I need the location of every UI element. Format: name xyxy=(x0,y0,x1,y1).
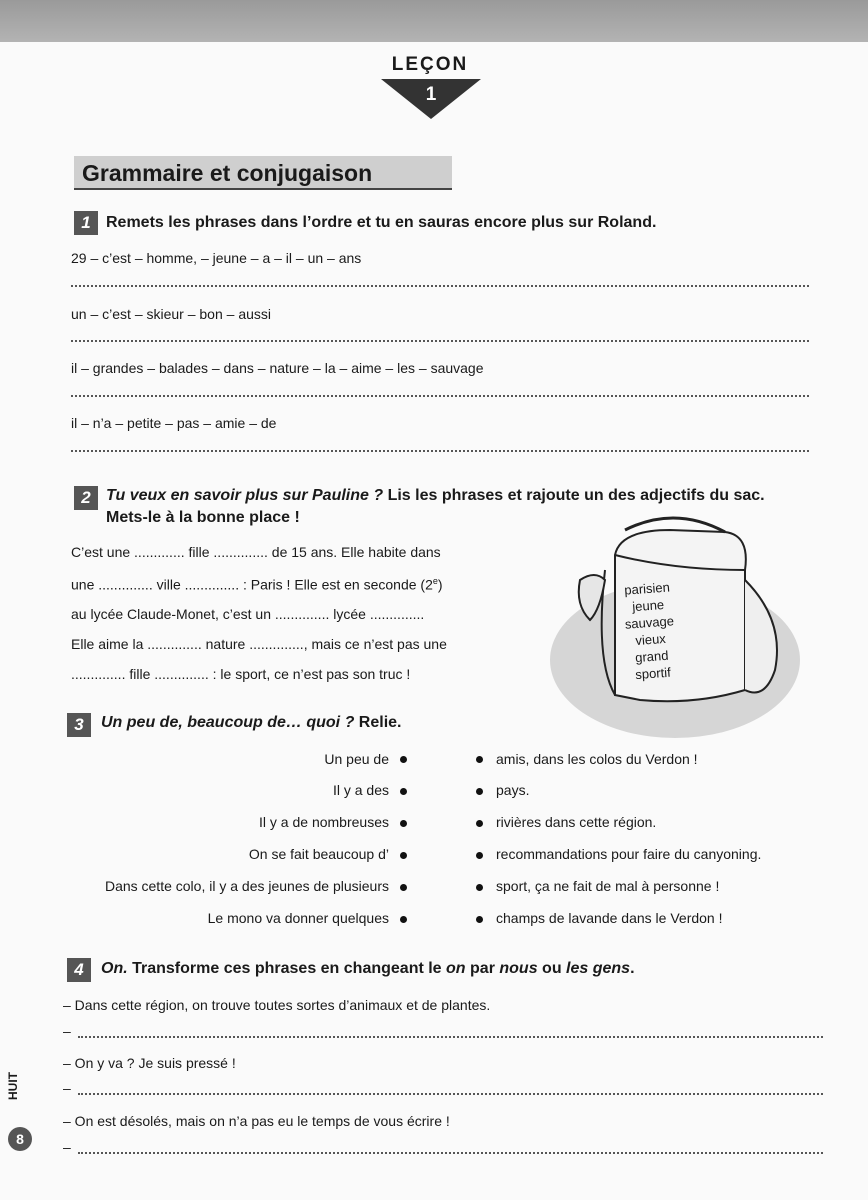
blank[interactable]: .............. xyxy=(274,606,330,622)
blank[interactable]: .............. xyxy=(147,636,202,652)
match-dot-left[interactable] xyxy=(400,820,407,827)
match-left-3: Il y a de nombreuses xyxy=(259,814,389,830)
match-dot-left[interactable] xyxy=(400,756,407,763)
ex1-answer-line-3[interactable] xyxy=(71,395,809,397)
bag-word: sauvage xyxy=(624,613,675,632)
ex1-item-2: un – c’est – skieur – bon – aussi xyxy=(71,306,272,322)
bag-word: grand xyxy=(634,647,669,666)
text: une xyxy=(71,576,99,593)
ex4-answer-line-1[interactable] xyxy=(78,1036,823,1038)
text: C’est une xyxy=(71,544,135,560)
superscript: e xyxy=(432,576,438,586)
match-left-6: Le mono va donner quelques xyxy=(207,910,389,926)
lesson-number: 1 xyxy=(425,84,437,105)
ex4-item-2: – On y va ? Je suis pressé ! xyxy=(63,1055,236,1071)
bag-adjectives xyxy=(597,577,704,686)
ex4-dash: – xyxy=(63,1023,71,1039)
text: Elle aime la xyxy=(71,636,148,652)
ex2-title-italic: Tu veux en savoir plus sur Pauline ? xyxy=(106,487,384,504)
match-dot-left[interactable] xyxy=(400,852,407,859)
page-number: 8 xyxy=(8,1127,32,1151)
match-dot-right[interactable] xyxy=(476,756,483,763)
ex2-line-2 xyxy=(71,576,443,593)
ex1-answer-line-2[interactable] xyxy=(71,340,809,342)
title-part: on xyxy=(446,960,466,977)
match-left-5: Dans cette colo, il y a des jeunes de plusieurs xyxy=(104,878,389,894)
ex4-number: 4 xyxy=(67,958,91,982)
ex4-item-3: – On est désolés, mais on n’a pas eu le temps de vous écrire ! xyxy=(63,1113,450,1129)
title-part: nous xyxy=(499,960,538,977)
ex2-title-line2: Mets-le à la bonne place ! xyxy=(106,509,300,526)
blank[interactable]: .............. xyxy=(369,606,425,622)
ex2-line-4 xyxy=(71,636,447,652)
ex2-title-rest: Lis les phrases et rajoute un des adjectifs du sac. xyxy=(383,487,765,504)
text: , mais ce n’est pas une xyxy=(303,636,447,652)
bag-word: vieux xyxy=(634,630,667,649)
match-right-2: pays. xyxy=(496,782,530,798)
match-right-6: champs de lavande dans le Verdon ! xyxy=(496,910,723,926)
text: : Paris ! Elle est en seconde (2 xyxy=(239,576,433,593)
ex4-answer-line-3[interactable] xyxy=(78,1152,823,1154)
ex3-title xyxy=(101,712,401,734)
match-right-4: recommandations pour faire du canyoning. xyxy=(496,846,762,862)
text: ) xyxy=(437,576,443,593)
text: fille xyxy=(125,666,155,682)
ex2-line-1 xyxy=(71,544,441,560)
blank[interactable]: .............. xyxy=(184,576,240,593)
section-title: Grammaire et conjugaison xyxy=(74,156,452,190)
match-dot-left[interactable] xyxy=(400,884,407,891)
ex1-item-4: il – n’a – petite – pas – amie – de xyxy=(71,415,277,431)
page-word: HUIT xyxy=(6,1072,20,1100)
match-dot-right[interactable] xyxy=(476,788,483,795)
title-part: . xyxy=(630,960,635,977)
ex3-title-rest: Relie. xyxy=(354,714,402,731)
blank[interactable]: ............. xyxy=(134,544,185,560)
match-right-3: rivières dans cette région. xyxy=(496,814,657,830)
lesson-label: LEÇON xyxy=(391,54,469,75)
match-dot-right[interactable] xyxy=(476,852,483,859)
match-dot-left[interactable] xyxy=(400,788,407,795)
ex4-title xyxy=(101,958,635,980)
text: fille xyxy=(184,544,214,560)
match-right-1: amis, dans les colos du Verdon ! xyxy=(496,751,698,767)
bag-word: jeune xyxy=(631,596,665,615)
ex4-dash: – xyxy=(63,1080,71,1096)
text: nature xyxy=(201,636,250,652)
match-dot-right[interactable] xyxy=(476,820,483,827)
match-left-2: Il y a des xyxy=(332,782,389,798)
match-dot-left[interactable] xyxy=(400,916,407,923)
match-dot-right[interactable] xyxy=(476,884,483,891)
ex1-answer-line-4[interactable] xyxy=(71,450,809,452)
blank[interactable]: .............. xyxy=(98,576,153,593)
blank[interactable]: .............. xyxy=(71,666,126,682)
ex1-answer-line-1[interactable] xyxy=(71,285,809,287)
ex2-line-3 xyxy=(71,606,424,622)
text: ville xyxy=(152,576,185,593)
ex3-number: 3 xyxy=(67,713,91,737)
match-right-5: sport, ça ne fait de mal à personne ! xyxy=(496,878,720,894)
text: lycée xyxy=(329,606,370,622)
ex2-number: 2 xyxy=(74,486,98,510)
text: de 15 ans. Elle habite dans xyxy=(267,544,441,560)
match-left-4: On se fait beaucoup d’ xyxy=(248,846,389,862)
ex1-title: Remets les phrases dans l’ordre et tu en sauras encore plus sur Roland. xyxy=(106,214,657,231)
blank[interactable]: .............. xyxy=(249,636,304,652)
ex4-dash: – xyxy=(63,1139,71,1155)
title-part: les gens xyxy=(566,960,631,977)
bag-word: parisien xyxy=(623,579,671,598)
title-part: On. xyxy=(101,960,128,977)
ex4-item-1: – Dans cette région, on trouve toutes sortes d’animaux et de plantes. xyxy=(63,997,491,1013)
ex1-item-3: il – grandes – balades – dans – nature – la – aime – les – sauvage xyxy=(71,360,484,376)
ex2-line-5 xyxy=(71,666,410,682)
text: : le sport, ce n’est pas son truc ! xyxy=(208,666,411,682)
match-left-1: Un peu de xyxy=(324,751,389,767)
text: au lycée Claude-Monet, c’est un xyxy=(71,606,275,622)
ex1-number: 1 xyxy=(74,211,98,235)
match-dot-right[interactable] xyxy=(476,916,483,923)
ex1-item-1: 29 – c’est – homme, – jeune – a – il – un – ans xyxy=(71,250,362,266)
title-part: par xyxy=(465,960,500,977)
title-part: Transforme ces phrases en changeant le xyxy=(127,960,447,977)
blank[interactable]: .............. xyxy=(213,544,268,560)
ex3-title-italic: Un peu de, beaucoup de… quoi ? xyxy=(101,714,355,731)
ex4-answer-line-2[interactable] xyxy=(78,1093,823,1095)
title-part: ou xyxy=(537,960,567,977)
bag-word: sportif xyxy=(634,664,672,683)
blank[interactable]: .............. xyxy=(154,666,209,682)
